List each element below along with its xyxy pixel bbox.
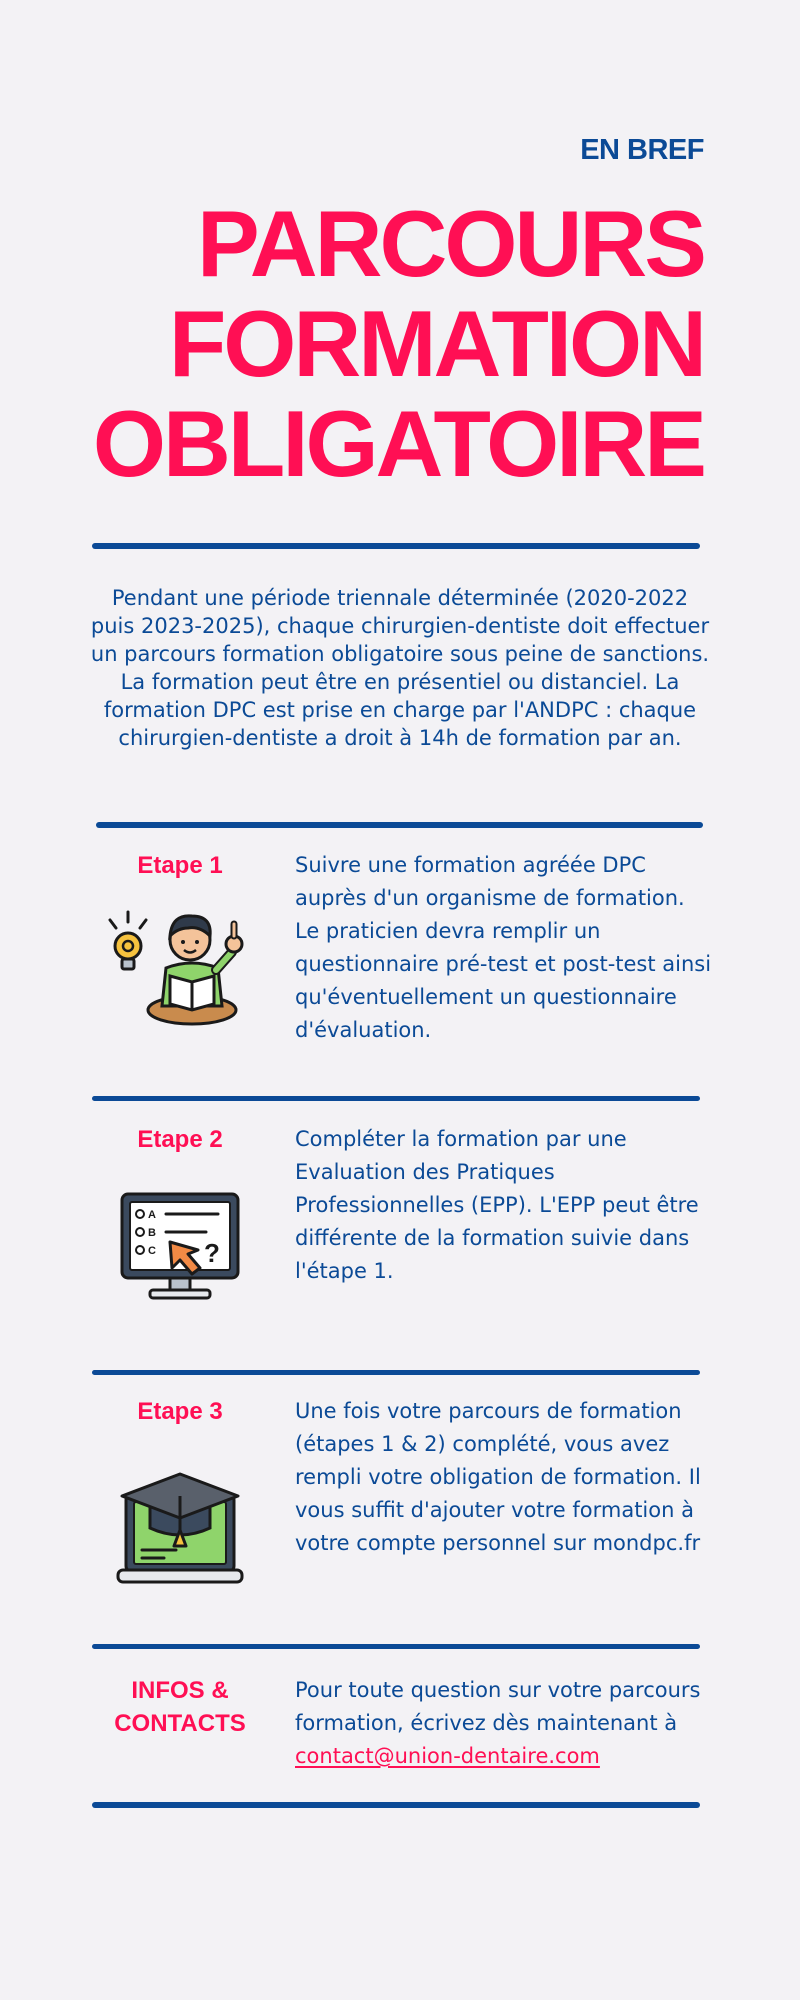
contact-text-block	[295, 1674, 715, 1773]
step-3-label: Etape 3	[137, 1398, 223, 1425]
divider	[92, 1370, 700, 1375]
divider	[92, 543, 700, 549]
page-title	[92, 191, 704, 496]
step-2-text: Compléter la formation par une Evaluation des Pratiques Professionnelles (EPP). L'EPP peut être différente de la formation suivie dans l'étape 1.	[295, 1127, 699, 1283]
online-quiz-monitor-icon	[100, 1180, 260, 1310]
title-line-2: FORMATION	[168, 291, 704, 396]
intro-paragraph: Pendant une période triennale déterminée (2020-2022 puis 2023-2025), chaque chirurgien-dentiste doit effectuer un parcours formation obligatoire sous peine de sanctions. La formation peut être en présentiel ou distanciel. La formation DPC est prise en charge par l'ANDPC : chaque chirurgien-dentiste a droit à 14h de formation par an.	[90, 586, 710, 750]
student-reading-icon	[100, 898, 260, 1028]
title-line-1: PARCOURS	[197, 191, 704, 296]
svg-text:B: B	[148, 1227, 156, 1239]
step-1-text: Suivre une formation agréée DPC auprès d'un organisme de formation. Le praticien devra remplir un questionnaire pré-test et post-test ainsi qu'éventuellement un questionnaire d'évaluation.	[295, 853, 712, 1042]
divider	[92, 1096, 700, 1101]
contact-text: Pour toute question sur votre parcours formation, écrivez dès maintenant à	[295, 1678, 701, 1735]
divider	[92, 1644, 700, 1649]
divider	[96, 822, 703, 828]
contact-label-line-1: INFOS &	[131, 1677, 229, 1704]
step-2-label: Etape 2	[137, 1126, 223, 1153]
contact-email-link[interactable]: contact@union-dentaire.com	[295, 1744, 600, 1768]
svg-text:C: C	[148, 1245, 156, 1257]
kicker-en-bref: EN BREF	[580, 134, 704, 166]
step-3-text: Une fois votre parcours de formation (étapes 1 & 2) complété, vous avez rempli votre obligation de formation. Il vous suffit d'ajouter votre formation à votre compte personnel sur mondpc.fr	[295, 1399, 701, 1555]
graduation-laptop-icon	[100, 1466, 260, 1596]
contact-label-line-2: CONTACTS	[114, 1710, 246, 1737]
divider	[92, 1802, 700, 1808]
step-1-label: Etape 1	[137, 852, 223, 879]
contact-label	[90, 1674, 270, 1740]
svg-text:?: ?	[204, 1238, 220, 1268]
svg-text:A: A	[148, 1209, 156, 1221]
title-line-3: OBLIGATOIRE	[92, 391, 704, 496]
